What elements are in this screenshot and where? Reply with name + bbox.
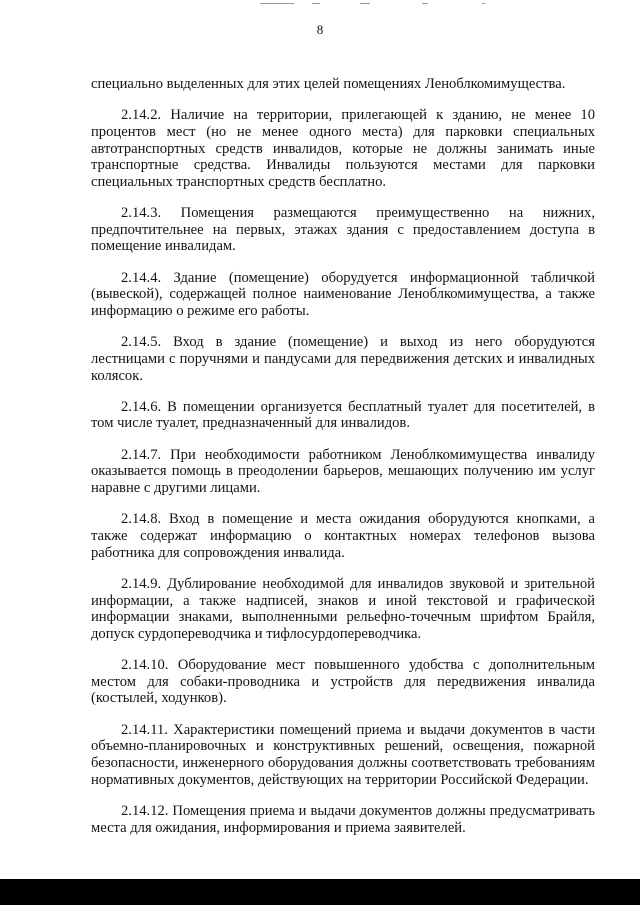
paragraph-2-14-12: 2.14.12. Помещения приема и выдачи документов должны предусматривать места для ожидания, информирования и приема заявителей. <box>91 802 595 836</box>
paragraph-2-14-5: 2.14.5. Вход в здание (помещение) и выход из него оборудуются лестницами с поручнями и пандусами для передвижения детских и инвалидных колясок. <box>91 334 595 384</box>
paragraph-2-14-11: 2.14.11. Характеристики помещений приема и выдачи документов в части объемно-планировочных и конструктивных решений, освещения, пожарной безопасности, инженерного оборудования должны соответствовать требованиям нормативных документов, действующих на территории Российской Федерации. <box>91 721 595 788</box>
paragraph-continuation: специально выделенных для этих целей помещениях Леноблкомимущества. <box>91 76 566 92</box>
paragraph-2-14-9: 2.14.9. Дублирование необходимой для инвалидов звуковой и зрительной информации, а также надписей, знаков и иной текстовой и графической информации знаками, выполненными рельефно-точечным шрифтом Брайля, допуск сурдопереводчика и тифлосурдопереводчика. <box>91 576 595 642</box>
paragraph-2-14-7: 2.14.7. При необходимости работником Леноблкомимущества инвалиду оказывается помощь в преодолении барьеров, мешающих получению им услуг наравне с другими лицами. <box>91 446 595 497</box>
paragraph-2-14-3: 2.14.3. Помещения размещаются преимущественно на нижних, предпочтительнее на первых, этажах здания с предоставлением доступа в помещение инвалидам. <box>91 205 595 255</box>
document-body <box>91 76 595 851</box>
scan-bottom-band <box>0 879 640 905</box>
page-number: 8 <box>316 22 324 37</box>
paragraph-2-14-2: 2.14.2. Наличие на территории, прилегающей к зданию, не менее 10 процентов мест (но не менее одного места) для парковки специальных автотранспортных средств инвалидов, которые не должны занимать иные транспортные средства. Инвалиды пользуются местами для парковки специальных транспортных средств бесплатно. <box>91 107 595 190</box>
paragraph-2-14-4: 2.14.4. Здание (помещение) оборудуется информационной табличкой (вывеской), содержащей полное наименование Леноблкомимущества, а также информацию о режиме его работы. <box>91 269 595 319</box>
paragraph-2-14-6: 2.14.6. В помещении организуется бесплатный туалет для посетителей, в том числе туалет, предназначенный для инвалидов. <box>91 398 595 432</box>
scan-artifact-marks <box>250 3 500 7</box>
paragraph-2-14-8: 2.14.8. Вход в помещение и места ожидания оборудуются кнопками, а также содержат информацию о контактных номерах телефонов вызова работника для сопровождения инвалида. <box>91 511 595 561</box>
paragraph-2-14-10: 2.14.10. Оборудование мест повышенного удобства с дополнительным местом для собаки-проводника и устройств для передвижения инвалида (костылей, ходунков). <box>91 657 595 707</box>
